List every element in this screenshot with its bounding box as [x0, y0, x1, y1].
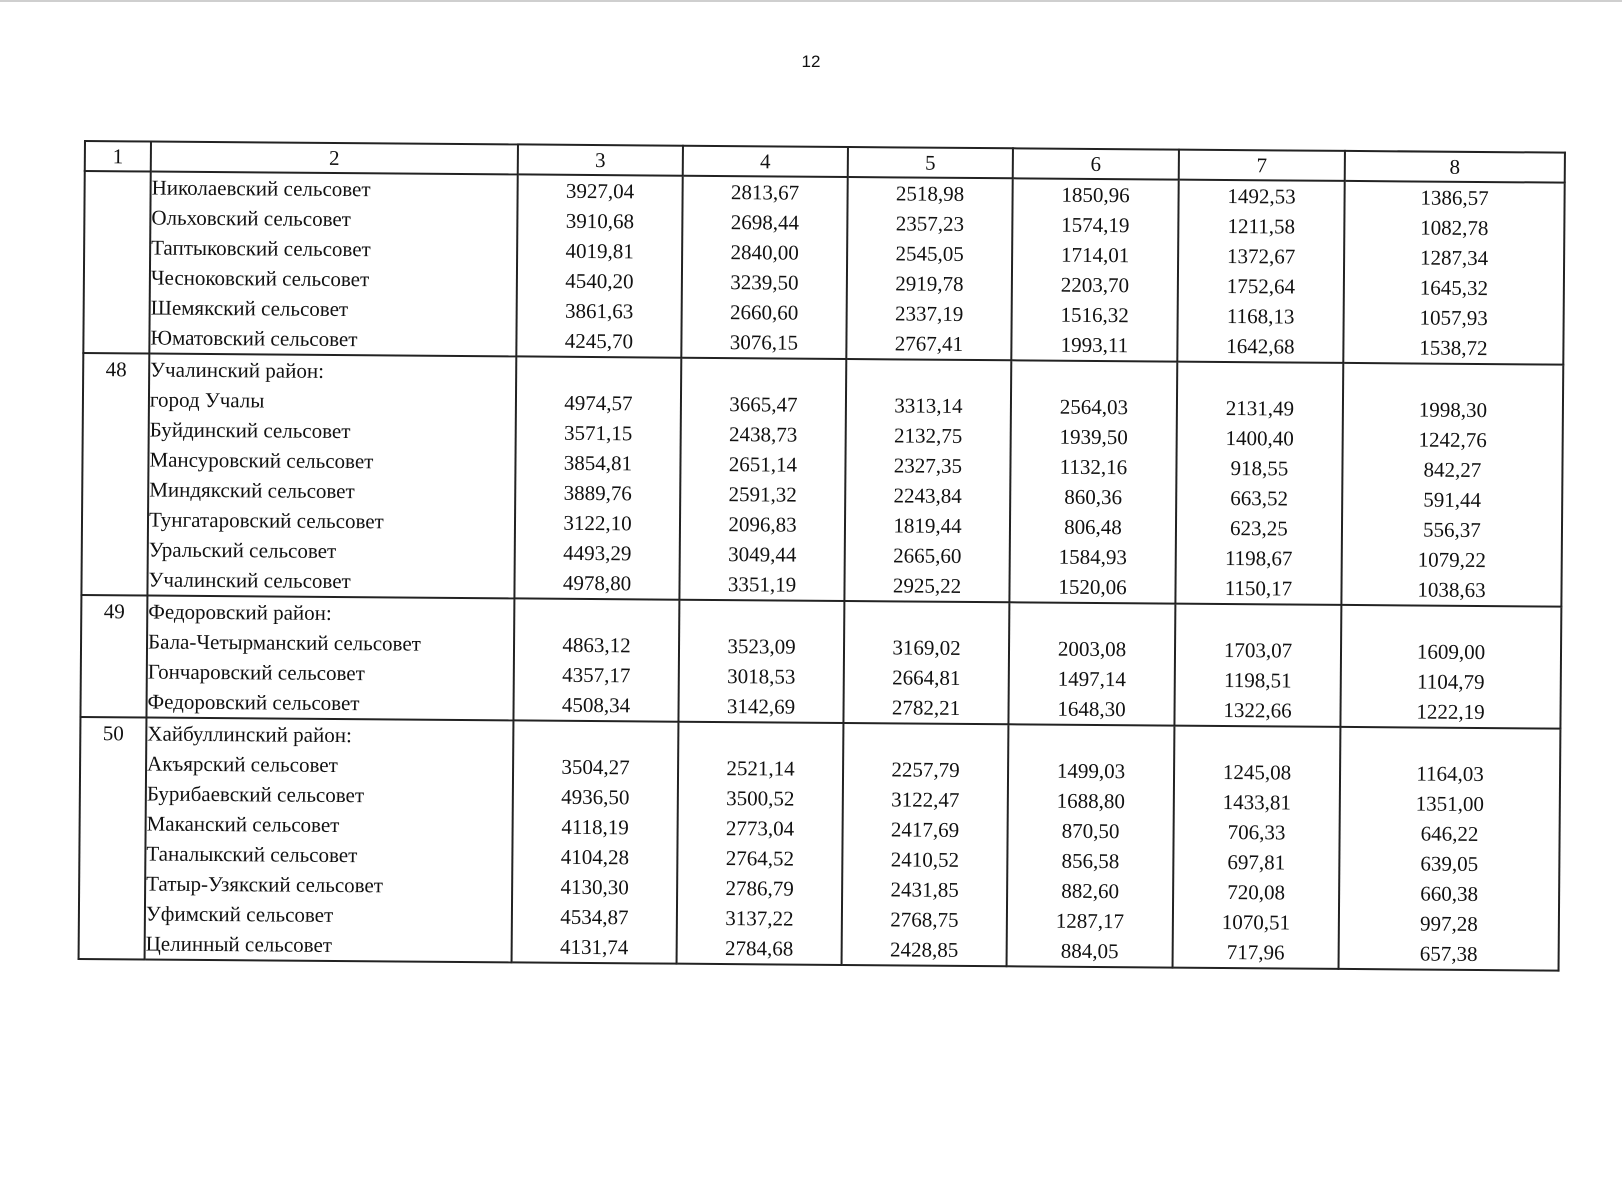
value: 1574,19	[1061, 212, 1130, 238]
value: 706,33	[1227, 820, 1286, 845]
value: 4863,12	[562, 632, 631, 658]
header-spacer	[515, 599, 678, 630]
value: 1211,58	[1227, 213, 1296, 239]
value: 1714,01	[1060, 242, 1130, 268]
value: 663,52	[1230, 486, 1289, 511]
value: 1222,19	[1416, 699, 1485, 725]
value: 1198,51	[1223, 667, 1292, 693]
value: 3076,15	[729, 330, 799, 355]
value: 2438,73	[728, 422, 798, 447]
column-header-1: 1	[85, 141, 151, 172]
value: 2337,19	[894, 301, 964, 326]
value: 806,48	[1064, 514, 1122, 540]
header-spacer	[1009, 725, 1173, 756]
value: 870,50	[1061, 818, 1120, 844]
value: 3500,52	[726, 786, 795, 811]
value-cell-col-8	[1339, 727, 1561, 971]
district-header: Хайбуллинский район:	[147, 721, 352, 748]
municipality-name: Таптыковский сельсовет	[151, 235, 371, 262]
value: 4493,29	[563, 540, 632, 566]
value: 1433,81	[1222, 789, 1292, 815]
municipality-name: Мансуровский сельсовет	[149, 447, 374, 474]
municipality-name: Бала-Четырманский сельсовет	[147, 629, 421, 656]
municipality-name: город Учалы	[149, 387, 265, 413]
value: 3504,27	[561, 754, 630, 780]
value: 4974,57	[564, 390, 633, 416]
value-cell-col-4	[677, 722, 844, 965]
value-cell-col-5	[843, 601, 1009, 724]
value: 1322,66	[1223, 697, 1292, 723]
header-spacer	[1341, 728, 1559, 760]
value: 1609,00	[1416, 639, 1486, 665]
value: 2840,00	[730, 240, 799, 265]
district-header: Федоровский район:	[148, 599, 332, 625]
value: 2664,81	[892, 665, 961, 690]
municipality-name: Тунгатаровский сельсовет	[148, 507, 384, 534]
name-cell	[146, 596, 514, 721]
section-number: 50	[79, 717, 147, 960]
value-cell-col-3	[516, 174, 682, 357]
value: 2545,05	[895, 241, 964, 266]
value: 856,58	[1061, 848, 1120, 874]
page-number: 12	[801, 52, 821, 71]
value-cell-col-5	[844, 359, 1011, 602]
value-cell-col-6	[1007, 724, 1175, 967]
table-sheet	[78, 140, 1564, 972]
value: 2203,70	[1060, 272, 1130, 298]
value: 1499,03	[1056, 758, 1126, 784]
value-cell-col-4	[678, 600, 844, 723]
value: 1584,93	[1058, 544, 1127, 570]
value: 3313,14	[894, 393, 963, 418]
municipality-name: Уфимский сельсовет	[145, 901, 334, 927]
value: 2925,22	[892, 573, 962, 598]
header-spacer	[1178, 363, 1342, 394]
value-cell-col-8	[1341, 363, 1563, 607]
value: 1198,67	[1224, 545, 1293, 571]
section-row	[83, 171, 1564, 365]
section-row	[80, 595, 1561, 729]
header-spacer	[1176, 605, 1340, 636]
municipality-name: Шемякский сельсовет	[150, 295, 349, 322]
value: 2773,04	[725, 816, 795, 841]
value: 3910,68	[565, 208, 635, 234]
value: 3142,69	[726, 694, 796, 719]
municipality-name: Ольховский сельсовет	[151, 205, 352, 232]
value: 1492,53	[1227, 183, 1296, 209]
municipality-name: Учалинский сельсовет	[148, 567, 351, 594]
value: 2564,03	[1059, 394, 1129, 420]
value: 2131,49	[1225, 395, 1295, 421]
value: 918,55	[1230, 456, 1289, 481]
municipality-name: Гончаровский сельсовет	[147, 659, 365, 686]
value: 1538,72	[1419, 335, 1488, 361]
value-cell-col-8	[1340, 605, 1561, 729]
value: 1242,76	[1418, 427, 1487, 453]
column-header-5: 5	[848, 147, 1013, 178]
value: 3122,47	[891, 787, 960, 812]
value: 2132,75	[893, 423, 963, 448]
value: 3122,10	[563, 510, 632, 536]
value: 623,25	[1230, 516, 1288, 541]
value: 3927,04	[565, 178, 635, 204]
value: 1082,78	[1420, 215, 1489, 241]
value-cell-col-5	[842, 723, 1009, 966]
value: 717,96	[1226, 940, 1285, 965]
value-cell-col-6	[1009, 360, 1177, 603]
value: 2096,83	[728, 512, 797, 537]
value-cell-col-6	[1011, 178, 1178, 361]
value: 2003,08	[1057, 636, 1127, 662]
value: 2357,23	[895, 211, 965, 236]
value: 639,05	[1420, 851, 1479, 876]
value: 3861,63	[564, 298, 634, 324]
section-row	[79, 717, 1561, 971]
municipality-name: Уральский сельсовет	[148, 537, 337, 563]
municipality-name: Чесноковский сельсовет	[150, 265, 370, 292]
municipality-name: Татыр-Узякский сельсовет	[146, 871, 384, 898]
value: 657,38	[1419, 941, 1478, 966]
value: 3351,19	[727, 572, 797, 597]
value: 2919,78	[895, 271, 964, 296]
value: 1372,67	[1226, 243, 1296, 269]
name-cell	[147, 354, 516, 599]
value: 3049,44	[728, 542, 797, 567]
value-cell-col-3	[512, 720, 679, 963]
value: 1057,93	[1419, 305, 1488, 331]
value: 4245,70	[564, 328, 634, 354]
value-cell-col-7	[1177, 180, 1344, 363]
municipality-name: Федоровский сельсовет	[147, 689, 360, 716]
value: 2786,79	[725, 876, 794, 901]
value: 2698,44	[730, 210, 800, 235]
section-number	[83, 171, 150, 354]
value: 4978,80	[562, 570, 632, 596]
header-spacer	[1175, 727, 1339, 758]
value: 1993,11	[1060, 332, 1129, 358]
municipality-name: Миндякский сельсовет	[149, 477, 355, 504]
value: 2431,85	[890, 877, 959, 902]
value-cell-col-3	[513, 598, 679, 721]
municipality-name: Маканский сельсовет	[146, 811, 340, 838]
value: 1642,68	[1226, 333, 1295, 359]
value: 1520,06	[1058, 574, 1127, 600]
value: 720,08	[1227, 880, 1286, 905]
value: 4019,81	[565, 238, 634, 264]
header-spacer	[679, 723, 842, 754]
value: 1150,17	[1224, 575, 1293, 601]
column-header-4: 4	[683, 146, 848, 177]
value: 1386,57	[1420, 185, 1489, 211]
value: 2665,60	[893, 543, 962, 568]
column-header-3: 3	[518, 144, 683, 175]
value-cell-col-6	[1008, 602, 1175, 725]
value: 556,37	[1423, 517, 1481, 542]
header-spacer	[844, 724, 1007, 755]
value: 4104,28	[560, 844, 630, 870]
value: 2327,35	[893, 453, 963, 478]
value-cell-col-7	[1173, 726, 1341, 969]
value: 3854,81	[563, 450, 633, 476]
value: 3137,22	[725, 906, 794, 931]
value: 2417,69	[890, 817, 960, 842]
municipality-name: Юматовский сельсовет	[150, 325, 358, 352]
value: 4118,19	[561, 814, 629, 840]
value: 2428,85	[889, 937, 959, 962]
value: 2591,32	[728, 482, 797, 507]
section-number: 48	[81, 353, 149, 596]
value-cell-col-3	[514, 356, 681, 599]
value: 4540,20	[565, 268, 634, 294]
section-number: 49	[80, 595, 147, 718]
value: 1400,40	[1225, 425, 1294, 451]
value: 2410,52	[890, 847, 960, 872]
municipality-name: Николаевский сельсовет	[151, 175, 371, 202]
value-cell-col-4	[681, 176, 847, 359]
value: 3169,02	[892, 635, 961, 660]
value-cell-col-8	[1343, 181, 1564, 365]
value: 1688,80	[1056, 788, 1126, 814]
column-header-7: 7	[1179, 150, 1345, 181]
value: 2257,79	[891, 757, 960, 782]
value: 4534,87	[560, 904, 629, 930]
value: 1703,07	[1223, 637, 1293, 663]
value: 2521,14	[726, 756, 795, 781]
value: 2768,75	[890, 907, 959, 932]
value: 1164,03	[1416, 761, 1484, 787]
value: 1998,30	[1418, 397, 1488, 423]
header-spacer	[847, 360, 1010, 391]
value: 2764,52	[725, 846, 795, 871]
value-cell-col-7	[1174, 604, 1341, 727]
value: 1168,13	[1226, 303, 1295, 329]
value: 1351,00	[1415, 791, 1485, 817]
scan-top-edge	[0, 0, 1622, 2]
value: 697,81	[1227, 850, 1286, 875]
value: 1819,44	[893, 513, 962, 538]
value: 842,27	[1423, 457, 1482, 482]
value: 3018,53	[727, 664, 796, 689]
header-spacer	[1012, 361, 1176, 392]
value: 884,05	[1060, 938, 1119, 964]
value: 3889,76	[563, 480, 632, 506]
value: 4936,50	[561, 784, 630, 810]
value: 4357,17	[562, 662, 631, 688]
value: 1287,34	[1419, 245, 1489, 271]
header-spacer	[517, 357, 680, 388]
value: 1287,17	[1055, 908, 1125, 934]
header-spacer	[1010, 603, 1174, 634]
municipality-name: Акъярский сельсовет	[147, 751, 338, 778]
value: 646,22	[1420, 821, 1479, 846]
value: 882,60	[1061, 878, 1120, 904]
table-body	[79, 171, 1565, 971]
municipality-name: Целинный сельсовет	[145, 931, 333, 957]
section-row	[81, 353, 1563, 607]
value: 2767,41	[894, 331, 964, 356]
municipality-name: Таналыкский сельсовет	[146, 841, 358, 868]
value: 1516,32	[1060, 302, 1129, 328]
municipality-name: Бурибаевский сельсовет	[146, 781, 365, 808]
column-header-2: 2	[151, 142, 518, 175]
value-cell-col-4	[679, 358, 846, 601]
value: 1132,16	[1059, 454, 1128, 480]
value: 4130,30	[560, 874, 629, 900]
header-spacer	[1344, 364, 1562, 396]
data-table	[78, 140, 1566, 972]
value: 1939,50	[1059, 424, 1128, 450]
header-spacer	[514, 721, 677, 752]
municipality-name: Буйдинский сельсовет	[149, 417, 351, 444]
value: 3523,09	[727, 634, 796, 659]
value: 3665,47	[729, 392, 798, 417]
value: 1752,64	[1226, 273, 1296, 299]
header-spacer	[1342, 606, 1560, 638]
header-spacer	[682, 359, 845, 390]
value: 1648,30	[1057, 696, 1126, 722]
value: 2243,84	[893, 483, 962, 508]
value: 1850,96	[1061, 182, 1130, 208]
value: 2782,21	[891, 695, 961, 720]
value: 2813,67	[730, 180, 800, 205]
value: 1497,14	[1057, 666, 1127, 692]
header-spacer	[680, 601, 843, 632]
column-header-8: 8	[1345, 151, 1565, 183]
value: 860,36	[1064, 484, 1123, 510]
value: 2518,98	[895, 181, 965, 206]
value: 2651,14	[728, 452, 798, 477]
value: 3239,50	[730, 270, 799, 295]
value: 1038,63	[1417, 577, 1486, 603]
value: 1645,32	[1419, 275, 1489, 301]
value: 591,44	[1423, 487, 1482, 512]
value: 3571,15	[563, 420, 633, 446]
value: 4131,74	[559, 934, 629, 960]
value: 660,38	[1420, 881, 1479, 906]
value: 997,28	[1419, 911, 1478, 936]
value: 1079,22	[1417, 547, 1486, 573]
value: 1070,51	[1221, 909, 1291, 935]
value-cell-col-5	[846, 177, 1012, 360]
value-cell-col-7	[1175, 362, 1343, 605]
value: 2784,68	[724, 936, 794, 961]
value: 4508,34	[561, 692, 631, 718]
column-header-6: 6	[1013, 148, 1179, 179]
header-spacer	[845, 602, 1008, 633]
value: 2660,60	[729, 300, 799, 325]
district-header: Учалинский район:	[150, 357, 325, 383]
name-cell	[145, 718, 514, 963]
value: 1104,79	[1416, 669, 1485, 695]
value: 1245,08	[1222, 759, 1292, 785]
name-cell	[149, 172, 517, 357]
